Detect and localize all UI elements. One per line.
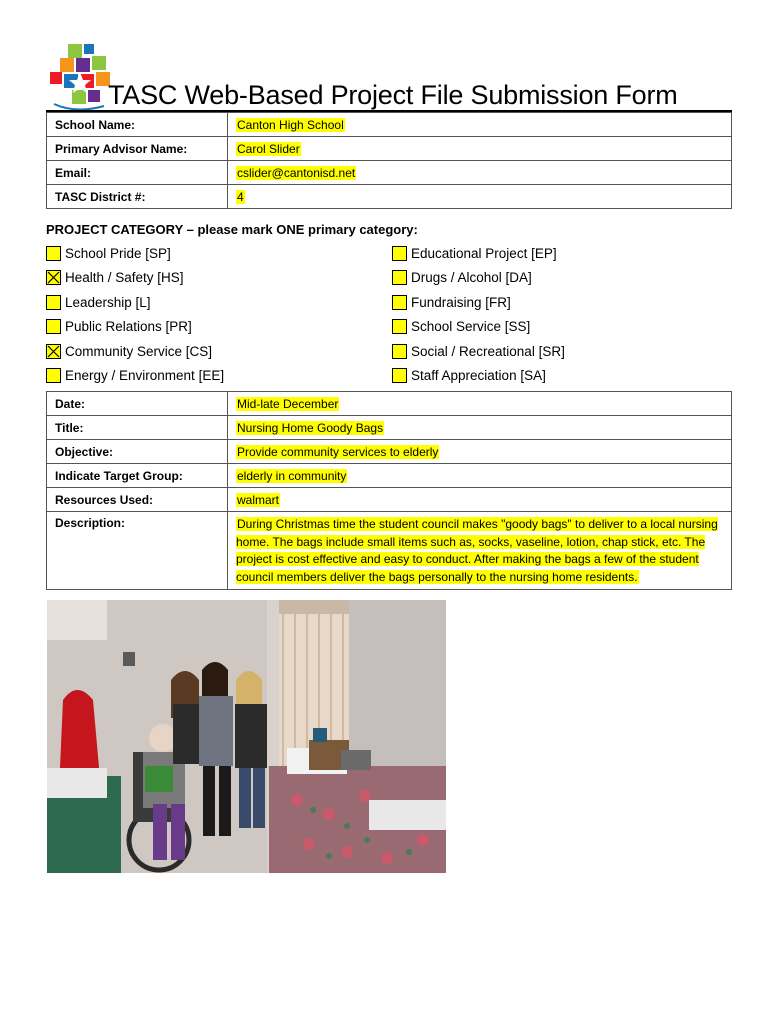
category-label: Leadership [L] xyxy=(65,294,151,310)
date-field[interactable] xyxy=(228,392,732,416)
category-label: Social / Recreational [SR] xyxy=(411,343,565,359)
category-social-recreational[interactable] xyxy=(392,342,565,360)
category-label: Energy / Environment [EE] xyxy=(65,367,225,383)
resources-label: Resources Used: xyxy=(47,488,228,512)
category-drugs-alcohol[interactable] xyxy=(392,268,532,286)
project-photo xyxy=(47,600,446,873)
district-label: TASC District #: xyxy=(47,185,228,209)
description-field[interactable] xyxy=(228,512,732,590)
school-name-label: School Name: xyxy=(47,113,228,137)
advisor-name-label: Primary Advisor Name: xyxy=(47,137,228,161)
category-energy-environment[interactable] xyxy=(46,366,224,384)
checkbox[interactable] xyxy=(46,344,61,359)
checkbox[interactable] xyxy=(46,368,61,383)
category-label: Staff Appreciation [SA] xyxy=(411,367,546,383)
advisor-name-value: Carol Slider xyxy=(237,141,300,156)
description-value: During Christmas time the student council makes "goody bags" to deliver to a local nursing home. The bags include small items such as, socks, vaseline, lotion, chap stick, etc. The project is cost effective and easy to conduct. After making the bags a few of the student council members deliver the bags personally to the nursing home residents. xyxy=(236,517,718,584)
table-row xyxy=(47,137,732,161)
target-group-value: elderly in community xyxy=(237,468,347,483)
email-value: cslider@cantonisd.net xyxy=(237,165,356,180)
table-row xyxy=(47,512,732,590)
category-label: Fundraising [FR] xyxy=(411,294,511,310)
objective-field[interactable] xyxy=(228,440,732,464)
school-info-table xyxy=(46,112,732,209)
category-label: School Service [SS] xyxy=(411,318,531,334)
date-value: Mid-late December xyxy=(237,396,339,411)
table-row xyxy=(47,488,732,512)
email-label: Email: xyxy=(47,161,228,185)
objective-label: Objective: xyxy=(47,440,228,464)
table-row xyxy=(47,113,732,137)
category-label: Health / Safety [HS] xyxy=(65,269,184,285)
title-value: Nursing Home Goody Bags xyxy=(237,420,384,435)
school-name-field[interactable] xyxy=(228,113,732,137)
check-x-icon xyxy=(47,271,60,284)
category-label: School Pride [SP] xyxy=(65,245,171,261)
title-field[interactable] xyxy=(228,416,732,440)
category-fundraising[interactable] xyxy=(392,293,511,311)
objective-value: Provide community services to elderly xyxy=(237,444,439,459)
district-field[interactable] xyxy=(228,185,732,209)
table-row xyxy=(47,185,732,209)
category-school-service[interactable] xyxy=(392,317,530,335)
checkbox[interactable] xyxy=(46,246,61,261)
checkbox[interactable] xyxy=(392,319,407,334)
category-label: Public Relations [PR] xyxy=(65,318,192,334)
category-leadership[interactable] xyxy=(46,293,151,311)
table-row xyxy=(47,464,732,488)
category-school-pride[interactable] xyxy=(46,244,171,262)
category-label: Educational Project [EP] xyxy=(411,245,557,261)
date-label: Date: xyxy=(47,392,228,416)
category-health-safety[interactable] xyxy=(46,268,184,286)
category-community-service[interactable] xyxy=(46,342,212,360)
form-title: TASC Web-Based Project File Submission Form xyxy=(108,80,678,110)
target-group-field[interactable] xyxy=(228,464,732,488)
advisor-name-field[interactable] xyxy=(228,137,732,161)
checkbox[interactable] xyxy=(392,295,407,310)
checkbox[interactable] xyxy=(392,246,407,261)
category-public-relations[interactable] xyxy=(46,317,192,335)
table-row xyxy=(47,161,732,185)
checkbox[interactable] xyxy=(46,295,61,310)
checkbox[interactable] xyxy=(46,319,61,334)
email-field[interactable] xyxy=(228,161,732,185)
category-staff-appreciation[interactable] xyxy=(392,366,546,384)
nursing-home-photo-image xyxy=(47,600,446,873)
title-label: Title: xyxy=(47,416,228,440)
category-heading: PROJECT CATEGORY – please mark ONE primary category: xyxy=(46,222,418,237)
school-name-value: Canton High School xyxy=(237,117,344,132)
project-details-table xyxy=(46,391,732,590)
category-label: Community Service [CS] xyxy=(65,343,213,359)
table-row xyxy=(47,416,732,440)
checkbox[interactable] xyxy=(392,368,407,383)
resources-value: walmart xyxy=(237,492,280,507)
checkbox[interactable] xyxy=(46,270,61,285)
district-value: 4 xyxy=(237,189,244,204)
check-x-icon xyxy=(47,345,60,358)
category-educational-project[interactable] xyxy=(392,244,557,262)
target-group-label: Indicate Target Group: xyxy=(47,464,228,488)
table-row xyxy=(47,440,732,464)
description-label: Description: xyxy=(47,512,228,590)
checkbox[interactable] xyxy=(392,344,407,359)
category-label: Drugs / Alcohol [DA] xyxy=(411,269,532,285)
checkbox[interactable] xyxy=(392,270,407,285)
table-row xyxy=(47,392,732,416)
resources-field[interactable] xyxy=(228,488,732,512)
